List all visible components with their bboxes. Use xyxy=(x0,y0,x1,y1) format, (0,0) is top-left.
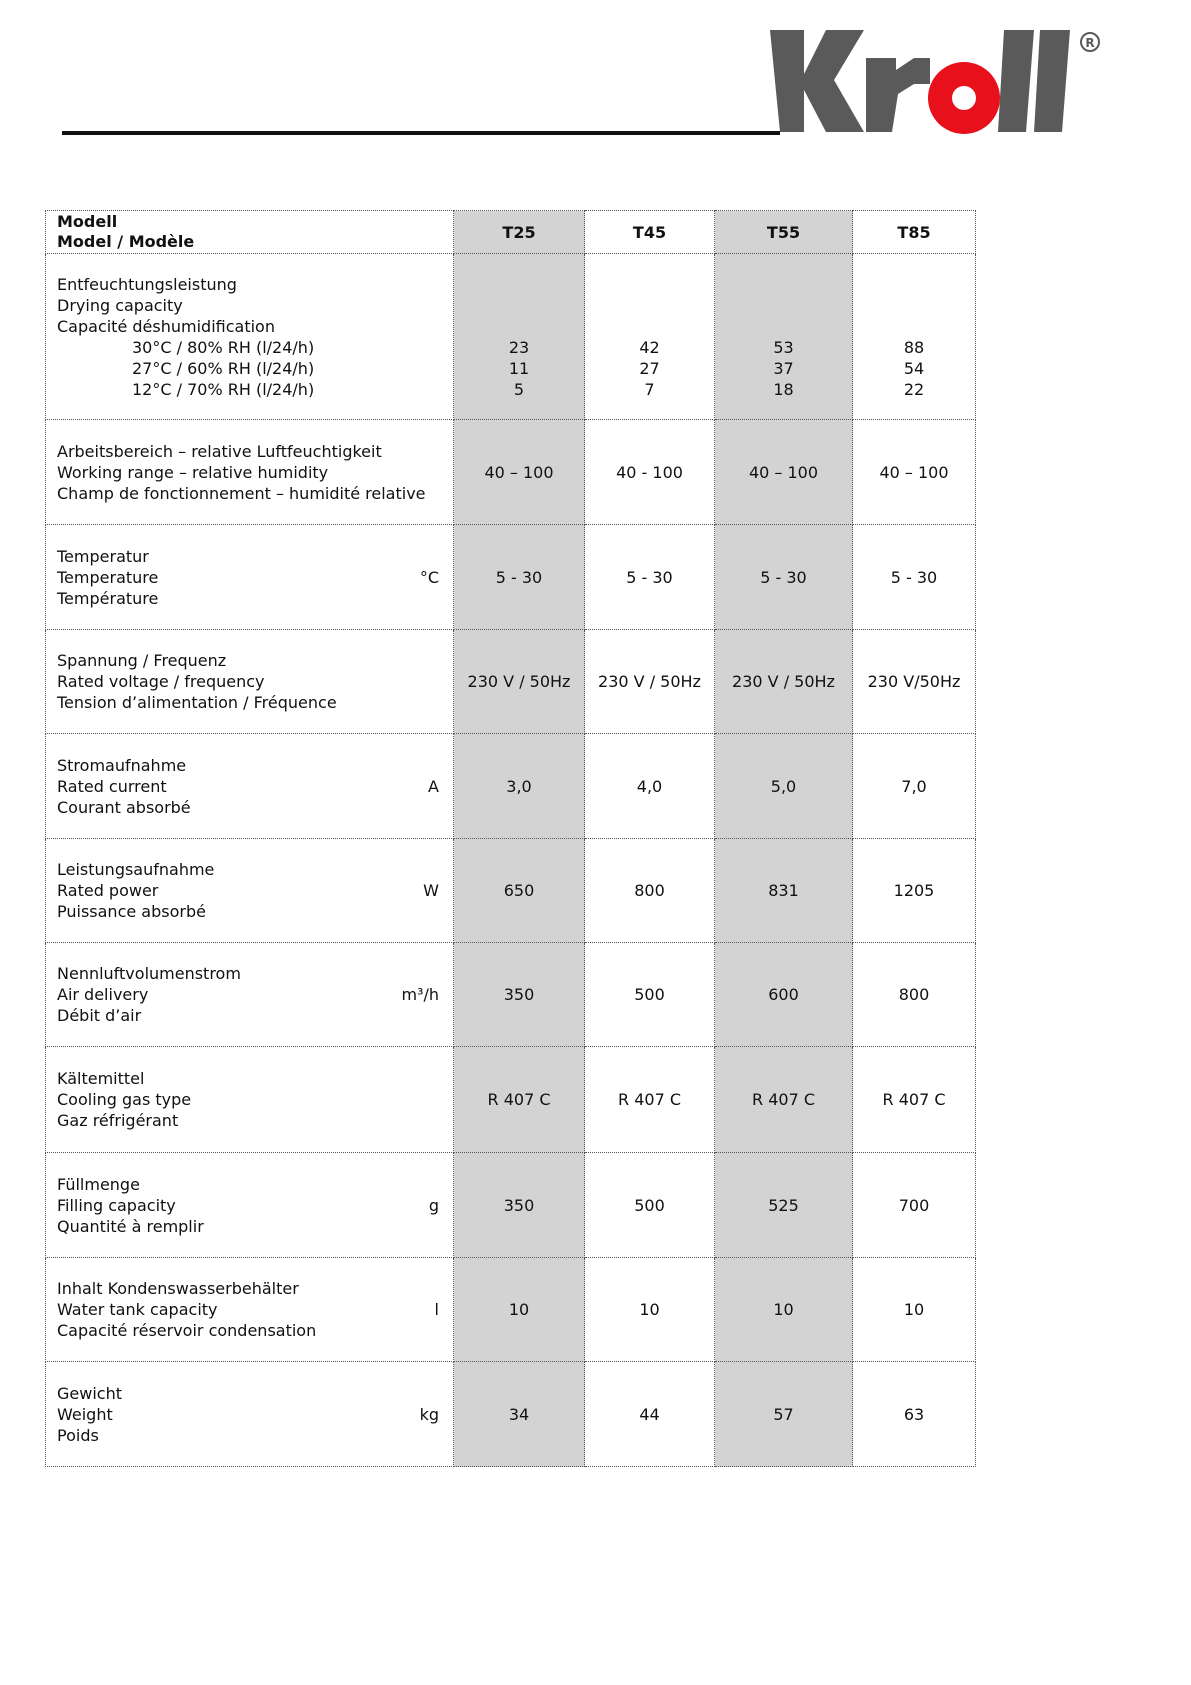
rated-current-value-t55: 5,0 xyxy=(715,734,853,839)
water-tank-value-t45: 10 xyxy=(585,1258,715,1362)
rated-power-value-t85: 1205 xyxy=(853,839,976,943)
weight-value-t45: 44 xyxy=(585,1362,715,1467)
filling-capacity-unit: g xyxy=(428,1195,439,1215)
logo-letter-k xyxy=(770,30,864,132)
temperature-label: Temperatur Temperature Température °C xyxy=(46,525,454,630)
temperature-unit: °C xyxy=(419,567,439,587)
temperature-value-t45: 5 - 30 xyxy=(585,525,715,630)
water-tank-value-t85: 10 xyxy=(853,1258,976,1362)
filling-capacity-value-t25: 350 xyxy=(454,1153,585,1258)
weight-row xyxy=(46,1362,976,1467)
rated-power-value-t25: 650 xyxy=(454,839,585,943)
working-range-label: Arbeitsbereich – relative Luftfeuchtigkeit Working range – relative humidity Champ de fonctionnement – humidité relative xyxy=(46,420,454,525)
working-range-value-t25: 40 – 100 xyxy=(454,420,585,525)
spec-rows xyxy=(46,420,976,1467)
water-tank-value-t25: 10 xyxy=(454,1258,585,1362)
air-delivery-unit: m³/h xyxy=(401,985,439,1004)
rated-power-value-t55: 831 xyxy=(715,839,853,943)
cooling-gas-value-t55: R 407 C xyxy=(715,1047,853,1153)
model-t85: T85 xyxy=(853,211,976,254)
drying-values-t25: 23 11 5 xyxy=(454,254,585,420)
drying-values-t85: 88 54 22 xyxy=(853,254,976,420)
air-delivery-value-t85: 800 xyxy=(853,943,976,1047)
temperature-value-t85: 5 - 30 xyxy=(853,525,976,630)
svg-text:R: R xyxy=(1085,36,1095,50)
logo-letter-l2 xyxy=(1034,30,1070,132)
rated-current-value-t45: 4,0 xyxy=(585,734,715,839)
drying-values-t55: 53 37 18 xyxy=(715,254,853,420)
weight-label: Gewicht Weight Poids kg xyxy=(46,1362,454,1467)
voltage-frequency-value-t25: 230 V / 50Hz xyxy=(454,630,585,734)
weight-value-t85: 63 xyxy=(853,1362,976,1467)
air-delivery-value-t55: 600 xyxy=(715,943,853,1047)
drying-capacity-row xyxy=(46,254,976,420)
temperature-row xyxy=(46,525,976,630)
air-delivery-row xyxy=(46,943,976,1047)
air-delivery-value-t45: 500 xyxy=(585,943,715,1047)
spec-table xyxy=(45,210,976,1467)
voltage-frequency-value-t85: 230 V/50Hz xyxy=(853,630,976,734)
rated-current-value-t25: 3,0 xyxy=(454,734,585,839)
drying-capacity-label: Entfeuchtungsleistung Drying capacity Capacité déshumidification 30°C / 80% RH (l/24/h) 27°C / 60% RH (l/24/h) 12°C / 70% RH (l/24/h) xyxy=(46,254,454,420)
weight-value-t25: 34 xyxy=(454,1362,585,1467)
working-range-value-t45: 40 - 100 xyxy=(585,420,715,525)
water-tank-label: Inhalt Kondenswasserbehälter Water tank capacity Capacité réservoir condensation l xyxy=(46,1258,454,1362)
header-label: Modell Model / Modèle xyxy=(46,211,454,254)
cooling-gas-value-t85: R 407 C xyxy=(853,1047,976,1153)
filling-capacity-label: Füllmenge Filling capacity Quantité à remplir g xyxy=(46,1153,454,1258)
cooling-gas-row xyxy=(46,1047,976,1153)
water-tank-unit: l xyxy=(434,1300,439,1319)
voltage-frequency-row xyxy=(46,630,976,734)
voltage-frequency-value-t45: 230 V / 50Hz xyxy=(585,630,715,734)
filling-capacity-value-t55: 525 xyxy=(715,1153,853,1258)
cooling-gas-value-t45: R 407 C xyxy=(585,1047,715,1153)
working-range-value-t85: 40 – 100 xyxy=(853,420,976,525)
filling-capacity-value-t85: 700 xyxy=(853,1153,976,1258)
rated-current-label: Stromaufnahme Rated current Courant absorbé A xyxy=(46,734,454,839)
filling-capacity-row xyxy=(46,1153,976,1258)
cooling-gas-label: Kältemittel Cooling gas type Gaz réfrigérant xyxy=(46,1047,454,1153)
model-t25: T25 xyxy=(454,211,585,254)
kroll-logo xyxy=(768,28,1103,138)
logo-letter-r xyxy=(866,58,930,132)
rated-current-row xyxy=(46,734,976,839)
model-t55: T55 xyxy=(715,211,853,254)
working-range-value-t55: 40 – 100 xyxy=(715,420,853,525)
header-rule xyxy=(62,131,780,135)
temperature-value-t25: 5 - 30 xyxy=(454,525,585,630)
rated-power-value-t45: 800 xyxy=(585,839,715,943)
rated-power-row xyxy=(46,839,976,943)
header-row xyxy=(46,211,976,254)
air-delivery-label: Nennluftvolumenstrom Air delivery Débit d’air m³/h xyxy=(46,943,454,1047)
filling-capacity-value-t45: 500 xyxy=(585,1153,715,1258)
rated-current-unit: A xyxy=(428,776,439,796)
rated-current-value-t85: 7,0 xyxy=(853,734,976,839)
water-tank-row xyxy=(46,1258,976,1362)
weight-value-t55: 57 xyxy=(715,1362,853,1467)
weight-unit: kg xyxy=(419,1404,439,1424)
logo-letter-l1 xyxy=(998,30,1034,132)
model-t45: T45 xyxy=(585,211,715,254)
drying-values-t45: 42 27 7 xyxy=(585,254,715,420)
cooling-gas-value-t25: R 407 C xyxy=(454,1047,585,1153)
voltage-frequency-value-t55: 230 V / 50Hz xyxy=(715,630,853,734)
voltage-frequency-label: Spannung / Frequenz Rated voltage / frequency Tension d’alimentation / Fréquence xyxy=(46,630,454,734)
working-range-row xyxy=(46,420,976,525)
temperature-value-t55: 5 - 30 xyxy=(715,525,853,630)
water-tank-value-t55: 10 xyxy=(715,1258,853,1362)
rated-power-label: Leistungsaufnahme Rated power Puissance absorbé W xyxy=(46,839,454,943)
rated-power-unit: W xyxy=(423,881,439,900)
air-delivery-value-t25: 350 xyxy=(454,943,585,1047)
